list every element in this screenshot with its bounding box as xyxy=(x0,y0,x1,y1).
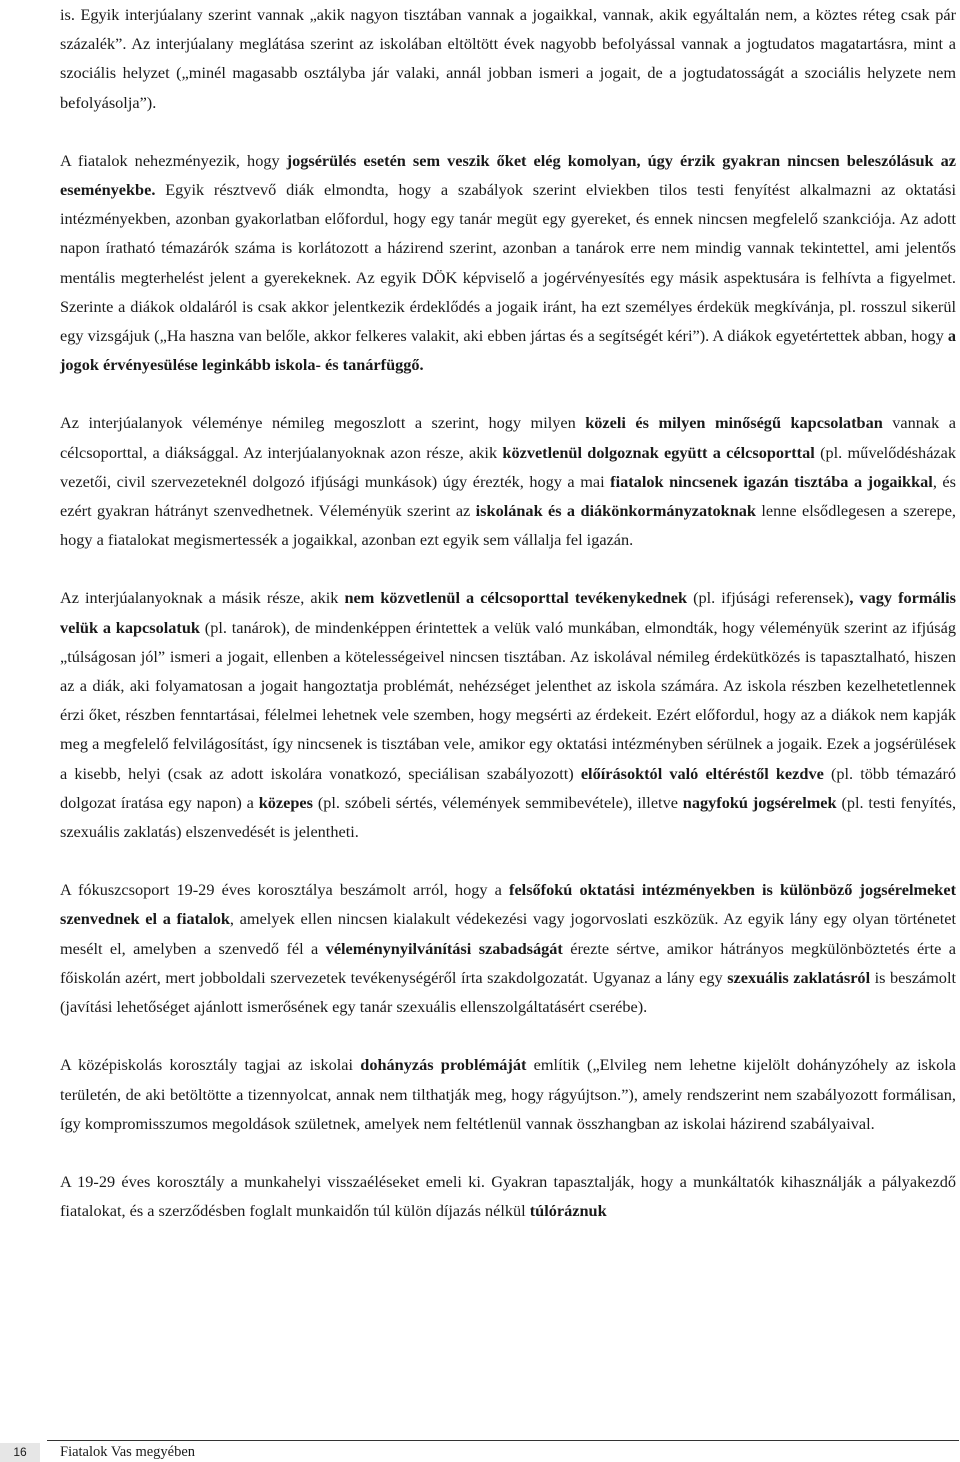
bold-text: nem közvetlenül a célcsoporttal tevékenykednek xyxy=(344,588,688,608)
body-text: , és ezért gyakran hátrányt szenvedhetnek. Véleményük szerint az xyxy=(60,471,956,521)
body-text: (pl. tanárok), de mindenképpen érintettek a velük való munkában, elmondták, hogy véleményük szerint az ifjúság „túlságosan jól” ismeri a jogait, ellenben a kötelességeivel nincsen tisztában. Az iskolával némileg érdekütközés is tapasztalható, hiszen az a diák, aki folyamatosan a jogait hangoztatja problémát, nehézséget jelenthet az iskola számára. Az iskola részben kezelhetetlennek érzi őket, részben fenntartásai, félelmei lehetnek vele szemben, hogy megsérti az érdekeit. Ezért előfordul, hogy az a diákok nem kapják meg a megfelelő felvilágosítást, így nincsenek is tisztában vele, amikor egy oktatási intézményben sérülnek a jogaik. Ezek a jogsérülések a kisebb, helyi (csak az adott iskolára vonatkozó, speciálisan szabályozott) xyxy=(60,617,956,783)
body-text: A fiatalok nehezményezik, hogy xyxy=(60,150,287,170)
paragraph-7 xyxy=(60,1167,956,1225)
body-text: vannak a célcsoporttal, a diáksággal. Az interjúalanyoknak azon része, akik xyxy=(60,413,956,462)
body-text: is. Egyik interjúalany szerint vannak „akik nagyon tisztában vannak a jogaikkal, vannak, akik egyáltalán nem, a köztes réteg csak pár százalék”. Az interjúalany meglátása szerint az iskolában eltöltött évek nagyobb befolyással vannak a jogtudatos magatartásra, mint a szociális helyzet („minél magasabb osztályba jár valaki, annál jobban ismeri a jogait, de a jogtudatosságát a szociális helyzete nem befolyásolja”). xyxy=(60,5,956,112)
body-text: (pl. ifjúsági referensek) xyxy=(687,588,850,608)
bold-text: előírásoktól való eltéréstől kezdve xyxy=(580,763,824,783)
paragraph-1 xyxy=(60,0,956,117)
bold-text: fiatalok nincsenek igazán tisztába a jogaikkal xyxy=(610,471,933,491)
bold-text: , vagy formális velük a kapcsolatuk xyxy=(60,588,956,637)
bold-text: szexuális zaklatásról xyxy=(727,967,871,987)
paragraph-5 xyxy=(60,875,956,1021)
body-text: említik („Elvileg nem lehetne kijelölt dohányzóhely az iskola területén, de aki betöltötte a tizennyolcat, annak nem tilthatják meg, hogy rágyújtson.”), amely rendszerint nem szabályozott formálisan, így kompromisszumos megoldások születnek, amelyek nem feltétlenül vannak összhangban az iskolai házirend szabályaival. xyxy=(60,1055,956,1133)
body-text: Az interjúalanyok véleménye némileg megoszlott a szerint, hogy milyen xyxy=(60,413,586,433)
body-text: A középiskolás korosztály tagjai az iskolai xyxy=(60,1055,361,1075)
body-text: Egyik résztvevő diák elmondta, hogy a szabályok szerint elviekben tilos testi fenyítést alkalmazni az oktatási intézményekben, azonban gyakorlatban előfordul, hogy egy tanár megüt egy gyereket, és ennek nincsen megfelelő szankciója. Az adott napon íratható témazárók száma is korlátozott a házirend szerint, azonban a tanárok erre nem mindig vannak tekintettel, ami jelentős mentális megterhelést jelent a gyerekeknek. Az egyik DÖK képviselő a jogérvényesítés egy másik aspektusára is felhívta a figyelmet. Szerinte a diákok oldaláról is csak akkor jelentkezik érdeklődés a jogaik iránt, ha ezt személyes érdekük megkívánja, pl. rosszul sikerül egy vizsgájuk („Ha haszna van belőle, akkor felkeres valakit, aki ebben jártas és a segítségét kéri”). A diákok egyetértettek abban, hogy xyxy=(60,180,956,346)
footer-divider xyxy=(47,1440,959,1441)
body-text: lenne elsődlegesen a szerepe, hogy a fiatalokat megismertessék a jogaikkal, azonban ezt egyik sem vállalja fel igazán. xyxy=(60,501,956,550)
bold-text: közeli és milyen minőségű kapcsolatban xyxy=(585,413,883,433)
body-text: (pl. szóbeli sértés, vélemények semmibevétele), illetve xyxy=(312,792,683,812)
paragraph-2 xyxy=(60,146,956,380)
body-text: Az interjúalanyoknak a másik része, akik xyxy=(60,588,345,608)
paragraph-4 xyxy=(60,583,956,846)
page-number: 16 xyxy=(0,1443,40,1462)
body-text: , amelyek ellen nincsen kialakult védekezési vagy jogorvoslati eszközük. Az egyik lány egy olyan történetet mesélt el, amelyben a szenvedő fél a xyxy=(60,909,956,958)
bold-text: iskolának és a diákönkormányzatoknak xyxy=(475,501,756,521)
document-body xyxy=(60,0,956,1225)
bold-text: közvetlenül dolgoznak együtt a célcsoporttal xyxy=(502,442,815,462)
bold-text: véleménynyilvánítási szabadságát xyxy=(325,938,563,958)
bold-text: jogsérülés esetén sem veszik őket elég komolyan, úgy érzik gyakran nincsen beleszólásuk az eseményekbe. xyxy=(60,150,956,200)
body-text: A fókuszcsoport 19-29 éves korosztálya beszámolt arról, hogy a xyxy=(60,880,510,900)
bold-text: közepes xyxy=(258,792,313,812)
body-text: (pl. testi fenyítés, szexuális zaklatás) elszenvedését is jelentheti. xyxy=(60,792,957,842)
body-text: (pl. több témazáró dolgozat íratása egy napon) a xyxy=(60,763,957,812)
bold-text: nagyfokú jogsérelmek xyxy=(682,792,837,812)
bold-text: dohányzás problémáját xyxy=(360,1055,527,1075)
body-text: A 19-29 éves korosztály a munkahelyi visszaéléseket emeli ki. Gyakran tapasztalják, hogy a munkáltatók kihasználják a pályakezdő fiatalokat, és a szerződésben foglalt munkaidőn túl külön díjazás nélkül xyxy=(60,1171,956,1221)
body-text: is beszámolt (javítási lehetőséget ajánlott ismerősének egy tanár szexuális ellenszolgáltatásért cserébe). xyxy=(60,967,956,1017)
bold-text: felsőfokú oktatási intézményekben is különböző jogsérelmeket szenvednek el a fiatalok xyxy=(60,880,956,929)
paragraph-6 xyxy=(60,1050,956,1138)
bold-text: túlóráznuk xyxy=(529,1201,607,1221)
paragraph-3 xyxy=(60,408,956,554)
bold-text: a jogok érvényesülése leginkább iskola- és tanárfüggő. xyxy=(60,326,956,375)
footer-title: Fiatalok Vas megyében xyxy=(60,1444,196,1460)
body-text: (pl. művelődésházak vezetői, civil szervezeteknél dolgozó ifjúsági munkások) úgy érezték, hogy a mai xyxy=(60,442,957,491)
body-text: érezte sértve, amikor hátrányos megkülönböztetés érte a főiskolán azért, mert jobboldali szervezetek tevékenységéről írta szakdolgozatát. Ugyanaz a lány egy xyxy=(60,938,956,987)
